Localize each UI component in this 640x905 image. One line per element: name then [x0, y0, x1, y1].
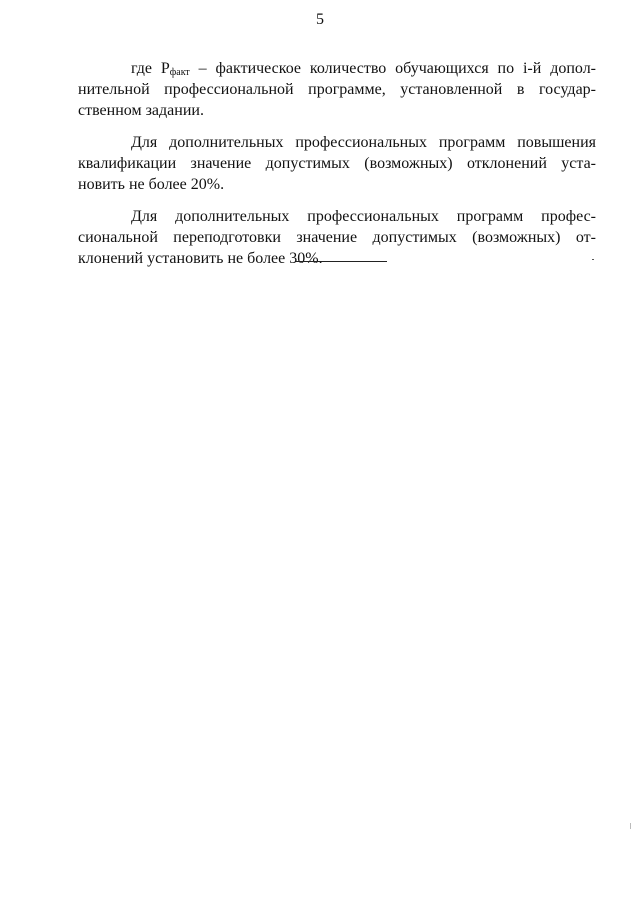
- text-line: нительной профессиональной программе, установленной в государ-: [78, 81, 596, 98]
- paragraph-3: [78, 206, 596, 269]
- page-number: 5: [316, 11, 324, 28]
- text-line-rest: – фактическое количество обучающихся по i-й допол-: [189, 60, 597, 77]
- text-line-content: Для дополнительных профессиональных программ профес-: [131, 208, 596, 225]
- document-body: [78, 58, 596, 269]
- paragraph-1: [78, 58, 596, 121]
- paragraph-2: [78, 132, 596, 195]
- paragraph-spacer: [78, 121, 596, 132]
- formula-subscript: факт: [169, 67, 190, 78]
- paragraph-spacer: [78, 195, 596, 206]
- text-line: клонений установить не более 30%.: [78, 250, 323, 267]
- text-line: [78, 132, 596, 153]
- text-line: новить не более 20%.: [78, 176, 225, 193]
- text-line: ственном задании.: [78, 102, 204, 119]
- formula-variable: где P: [131, 60, 170, 77]
- text-line: [78, 58, 596, 79]
- text-line: сиональной переподготовки значение допустимых (возможных) от-: [78, 229, 596, 246]
- scan-speck: [630, 823, 631, 829]
- scan-speck: [592, 259, 594, 260]
- end-of-document-rule: [296, 261, 387, 262]
- text-line: [78, 206, 596, 227]
- text-line: квалификации значение допустимых (возможных) отклонений уста-: [78, 155, 596, 172]
- text-line-content: Для дополнительных профессиональных программ повышения: [131, 134, 596, 151]
